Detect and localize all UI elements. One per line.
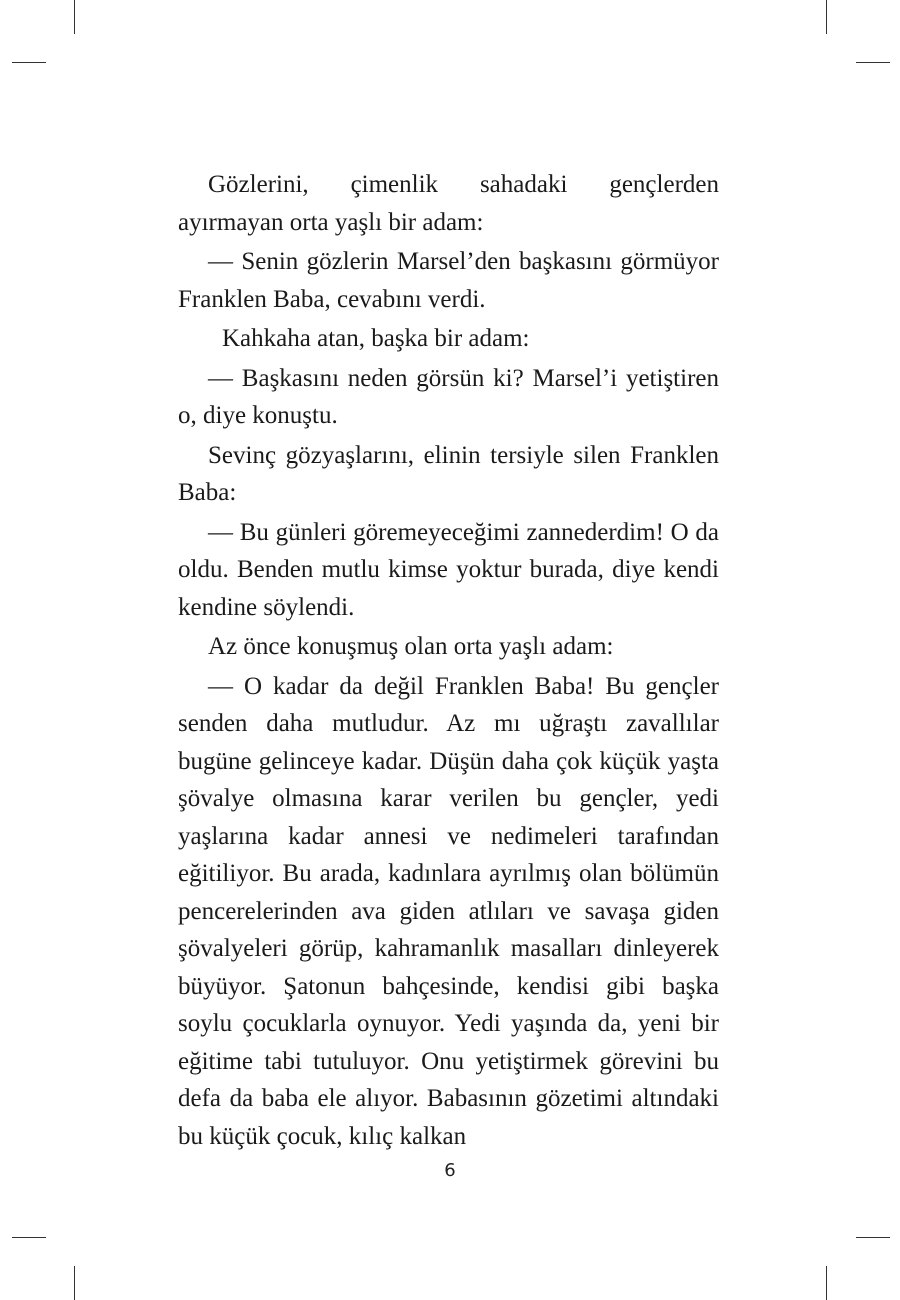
paragraph: — Bu günleri göremeyeceğimi zannederdim! O da oldu. Benden mutlu kimse yoktur burada, diye kendi kendine söylendi. — [178, 518, 719, 621]
crop-mark-top-left-vertical — [74, 0, 75, 34]
crop-mark-bottom-right-horizontal — [856, 1237, 890, 1238]
paragraph: — Senin gözlerin Marsel’den başkasını görmüyor Franklen Baba, cevabını verdi. — [178, 248, 719, 313]
crop-mark-bottom-left-horizontal — [12, 1237, 46, 1238]
paragraph: — O kadar da değil Franklen Baba! Bu gençler senden daha mutludur. Az mı uğraştı zavallılar bugüne gelinceye kadar. Düşün daha çok küçük yaşta şövalye olmasına karar verilen bu gençler, yedi yaşlarına kadar annesi ve nedimeleri tarafından eğitiliyor. Bu arada, kadınlara ayrılmış olan bölümün pencerelerinden ava giden atlıları ve savaşa giden şövalyeleri görüp, kahramanlık masalları dinleyerek büyüyor. Şatonun bahçesinde, kendisi gibi başka soylu çocuklarla oynuyor. Yedi yaşında da, yeni bir eğitime tabi tutuluyor. Onu yetiştirmek görevini bu defa da baba ele alıyor. Babasının gözetimi altındaki bu küçük çocuk, kılıç kalkan — [178, 672, 719, 1150]
crop-mark-top-right-horizontal — [856, 62, 890, 63]
paragraph: — Başkasını neden görsün ki? Marsel’i yetiştiren o, diye konuştu. — [178, 364, 719, 429]
paragraph: Sevinç gözyaşlarını, elinin tersiyle silen Franklen Baba: — [178, 441, 719, 506]
page-number: 6 — [444, 1160, 456, 1181]
crop-mark-bottom-right-vertical — [826, 1266, 827, 1300]
body-text — [178, 166, 719, 1155]
crop-mark-top-right-vertical — [826, 0, 827, 34]
paragraph: Kahkaha atan, başka bir adam: — [222, 325, 530, 352]
paragraph: Gözlerini, çimenlik sahadaki gençlerden ayırmayan orta yaşlı bir adam: — [178, 171, 719, 236]
paragraph: Az önce konuşmuş olan orta yaşlı adam: — [208, 633, 614, 660]
crop-mark-bottom-left-vertical — [74, 1266, 75, 1300]
crop-mark-top-left-horizontal — [12, 62, 46, 63]
